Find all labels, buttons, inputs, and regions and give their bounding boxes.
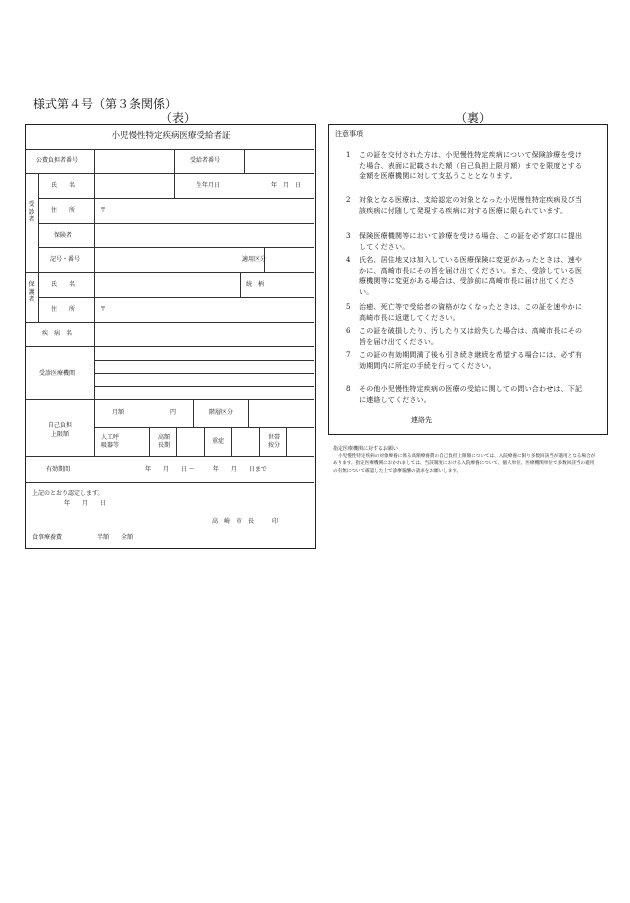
guardian-group-label: 保護者	[28, 281, 35, 303]
ventilator-label-line1: 人工呼	[100, 434, 120, 441]
note-text: 保険医療機関等において診療を受ける場合、この証を必ず窓口に提出してください。	[359, 232, 583, 251]
notes-box	[328, 124, 608, 435]
footer-note-title: 指定医療機関に対するお願い	[333, 446, 399, 452]
certified-text: 上記のとおり認定します。	[32, 490, 104, 497]
note-text: この証を破損したり、汚したり又は紛失した場合は、高崎市長にその旨を届け出てください。	[359, 327, 583, 346]
guardian-address-label: 住 所	[51, 306, 76, 313]
back-side-label: （裏）	[455, 111, 492, 125]
form-number-label: 様式第４号（第３条関係）	[33, 97, 178, 111]
front-side-label: （表）	[160, 111, 197, 125]
relationship-label: 続 柄	[246, 281, 265, 288]
high-cost-label-line1: 高額	[157, 434, 171, 441]
note-number: 1	[346, 151, 351, 159]
severe-label: 重症	[211, 438, 225, 445]
recipient-certificate-card	[25, 124, 316, 549]
applicable-category-label: 適用区分	[242, 256, 267, 263]
medical-institution-label: 受診医療機関	[39, 370, 76, 377]
note-text: この証を交付された方は、小児慢性特定疾病について保険診療を受けた場合、表面に記載された額（自己負担上限月額）までを限度とする金額を医療機関に対して支払うこととなります。	[359, 151, 583, 181]
note-number: 5	[346, 303, 351, 311]
insurer-label: 保険者	[54, 232, 73, 239]
note-number: 2	[346, 196, 351, 204]
patient-name-label: 氏 名	[51, 182, 76, 189]
copay-limit-label-line1: 自己負担	[47, 422, 73, 429]
high-cost-label-line2: 長期	[157, 442, 171, 449]
validity-period-label: 有効期間	[46, 466, 71, 473]
note-text: その他小児慢性特定疾病の医療の受給に関しての問い合わせは、下記に連絡してください。	[359, 385, 583, 404]
monthly-amount-label: 月額	[112, 409, 125, 416]
note-number: 3	[346, 232, 351, 240]
patient-postal-mark: 〒	[100, 207, 107, 214]
note-number: 4	[346, 256, 351, 264]
ventilator-label-line2: 吸器等	[100, 442, 120, 449]
certified-date: 年 月 日	[64, 500, 107, 507]
meal-cost-options: 半額 全額	[97, 534, 134, 541]
tier-category-label: 階層区分	[209, 409, 234, 416]
note-number: 8	[346, 385, 351, 393]
shared-label-line2: 按分	[267, 442, 281, 449]
note-text: 氏名、居住地又は加入している医療保険に変更があったときは、速やかに、高崎市長にその旨を届け出てください。また、受診している医療機関等に変更がある場合は、受診前に高崎市長に届け出てください。	[359, 256, 583, 296]
yen-label: 円	[170, 409, 177, 416]
note-text: 治癒、死亡等で受給者の資格がなくなったときは、この証を速やかに高崎市長に返還してください。	[359, 303, 583, 322]
note-number: 7	[346, 351, 351, 359]
public-payer-number-label: 公費負担者番号	[36, 157, 79, 164]
recipient-number-label: 受給者番号	[190, 157, 221, 164]
footer-note-text: 小児慢性特定疾病の対象療養に係る高額療養費の自己負担上限額については、入院療養に限り多数回該当が適用となる場合があります。指定医療機関におかれましては、当該制度における入院療養について、個人単位、医療機関単位で多数回該当の適用の有無について確認した上で診療報酬の請求をお願いします。	[333, 454, 596, 474]
note-text: 対象となる医療は、支給認定の対象となった小児慢性特定疾病及び当該疾病に付随して発現する疾病に対する医療に限られています。	[359, 196, 583, 215]
copay-limit-label-line2: 上限額	[50, 431, 70, 438]
patient-address-label: 住 所	[51, 207, 76, 214]
note-number: 6	[346, 327, 351, 335]
guardian-name-label: 氏 名	[51, 281, 76, 288]
meal-cost-label: 食事療養費	[32, 534, 63, 541]
validity-period-range: 年 月 日 〜 年 月 日まで	[145, 466, 267, 473]
certificate-title: 小児慢性特定疾病医療受給者証	[111, 131, 231, 141]
notes-title: 注意事項	[335, 130, 363, 138]
birthdate-label: 生年月日	[196, 182, 221, 189]
disease-name-label: 疾 病 名	[42, 330, 73, 337]
symbol-number-label: 記号・番号	[50, 256, 81, 263]
shared-label-line1: 世帯	[267, 434, 281, 441]
mayor-seal-line: 高 崎 市 長 印	[212, 518, 279, 525]
note-text: この証の有効期間満了後も引き続き継続を希望する場合には、必ず有効期間内に所定の手続を行ってください。	[359, 351, 583, 370]
contact-label: 連絡先	[411, 416, 432, 424]
patient-group-label: 受診者	[28, 201, 35, 223]
birthdate-value: 年 月 日	[271, 182, 302, 189]
guardian-postal-mark: 〒	[100, 306, 107, 313]
